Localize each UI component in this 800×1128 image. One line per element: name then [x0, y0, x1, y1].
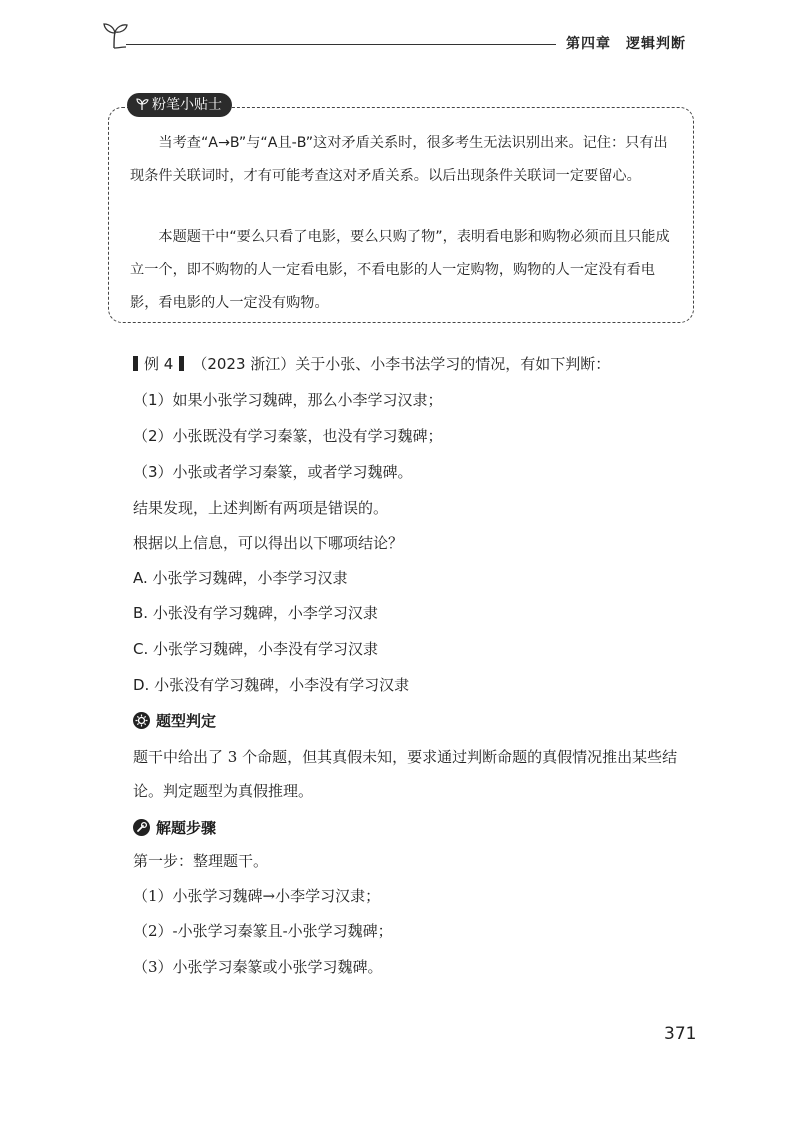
example-number: 例 4: [144, 355, 174, 373]
premise-3: （3）小张或者学习秦篆，或者学习魏碑。: [133, 463, 413, 481]
tip-label: [127, 93, 232, 117]
option-a: A. 小张学习魏碑，小李学习汉隶: [133, 569, 348, 587]
example-bar-right: [179, 356, 184, 371]
step-1: 第一步：整理题干。: [133, 852, 269, 870]
option-d: D. 小张没有学习魏碑，小李没有学习汉隶: [133, 676, 410, 694]
steps-section-title: 解题步骤: [156, 819, 217, 837]
step-line-1: （1）小张学习魏碑→小李学习汉隶；: [133, 887, 381, 905]
example-bar-left: [133, 356, 138, 371]
step-line-3: （3）小张学习秦篆或小张学习魏碑。: [133, 958, 383, 976]
example-heading: [133, 353, 610, 374]
option-b: B. 小张没有学习魏碑，小李学习汉隶: [133, 604, 378, 622]
steps-section-heading: [133, 817, 216, 838]
sprout-icon: [135, 97, 149, 111]
premise-1: （1）如果小张学习魏碑，那么小李学习汉隶；: [133, 391, 443, 409]
tip-paragraph-2: 本题题干中“要么只看了电影，要么只购了物”，表明看电影和购物必须而且只能成立一个，即不购物的人一定看电影，不看电影的人一定购物，购物的人一定没有看电影，看电影的人一定没有购物。: [130, 229, 670, 311]
tip-paragraph-1: 当考查“A→B”与“A且-B”这对矛盾关系时，很多考生无法识别出来。记住：只有出现条件关联词时，才有可能考查这对矛盾关系。以后出现条件关联词一定要留心。: [130, 135, 668, 184]
type-section-heading: [133, 710, 216, 731]
chapter-title: 第四章 逻辑判断: [566, 36, 686, 52]
premise-2: （2）小张既没有学习秦篆，也没有学习魏碑；: [133, 427, 443, 445]
gear-icon: [133, 712, 150, 729]
wrench-icon: [133, 819, 150, 836]
option-c: C. 小张学习魏碑，小李没有学习汉隶: [133, 640, 379, 658]
result-text: 结果发现，上述判断有两项是错误的。: [133, 499, 389, 517]
question-text: 根据以上信息，可以得出以下哪项结论？: [133, 534, 404, 552]
type-section-text: 题干中给出了 3 个命题，但其真假未知，要求通过判断命题的真假情况推出某些结论。判定题型为真假推理。: [133, 748, 678, 800]
page-header: [100, 18, 700, 58]
step-line-2: （2）-小张学习秦篆且-小张学习魏碑；: [133, 922, 393, 940]
page-number: 371: [664, 1024, 697, 1044]
example-intro: （2023 浙江）关于小张、小李书法学习的情况，有如下判断：: [192, 355, 611, 373]
header-rule: [126, 44, 556, 45]
tip-label-text: 粉笔小贴士: [152, 97, 222, 113]
type-section-title: 题型判定: [156, 712, 217, 730]
sprout-icon: [100, 20, 130, 50]
